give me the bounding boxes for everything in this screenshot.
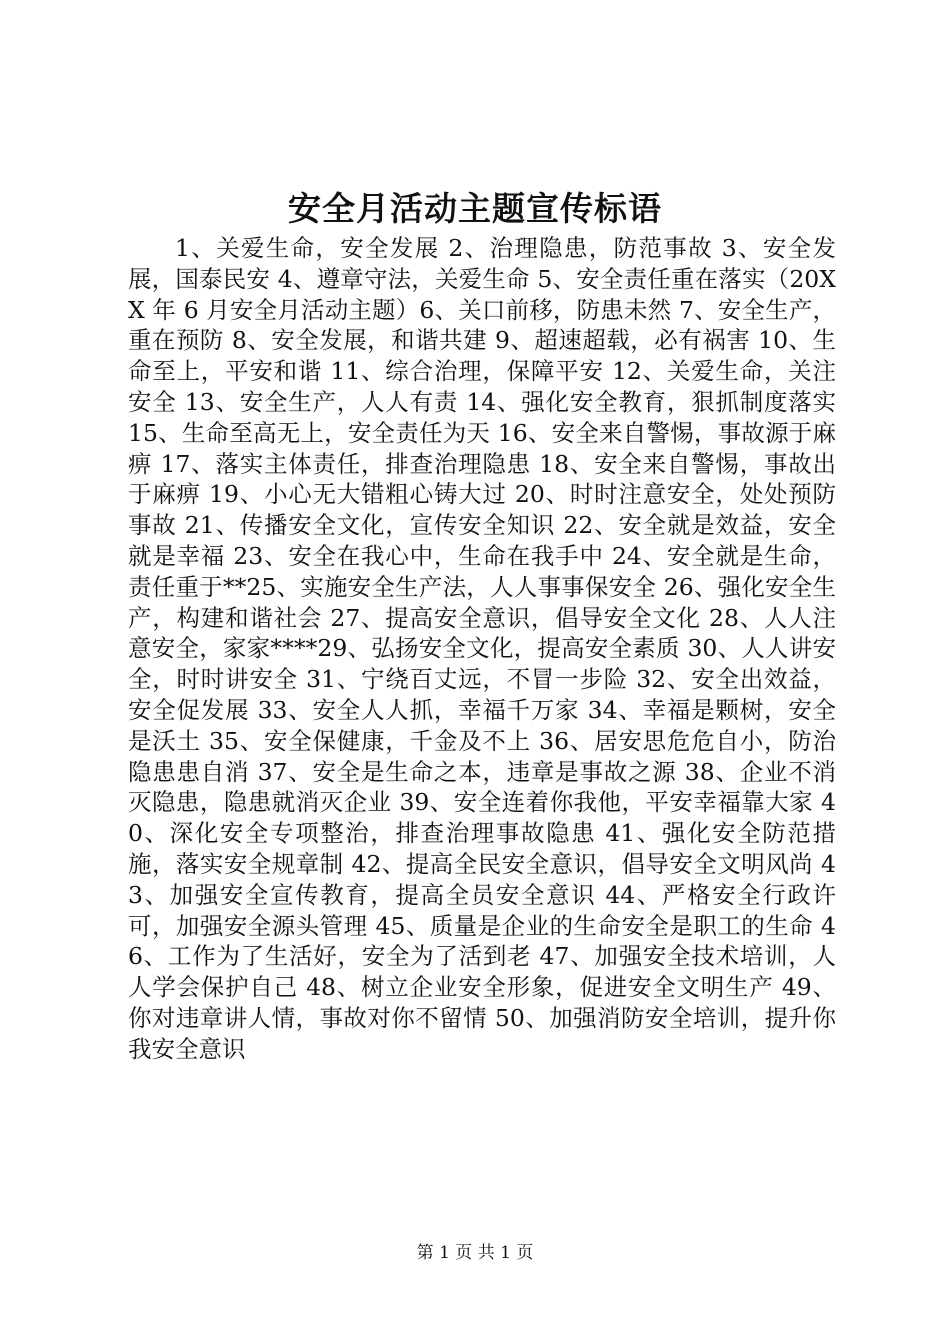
page-number-footer: 第 1 页 共 1 页 [416,1243,534,1263]
body-paragraph: 1、关爱生命，安全发展 2、治理隐患，防范事故 3、安全发展，国泰民安 4、遵章守法，关爱生命 5、安全责任重在落实（20XX 年 6 月安全月活动主题）6、关口前移，防患未然 7、安全生产，重在预防 8、安全发展，和谐共建 9、超速超载，必有祸害 10、生命至上，平安和谐 11、综合治理，保障平安 12、关爱生命，关注安全 13、安全生产，人人有责 14、强化安全教育，狠抓制度落实 15、生命至高无上，安全责任为天 16、安全来自警惕，事故源于麻痹 17、落实主体责任，排查治理隐患 18、安全来自警惕，事故出于麻痹 19、小心无大错粗心铸大过 20、时时注意安全，处处预防事故 21、传播安全文化，宣传安全知识 22、安全就是效益，安全就是幸福 23、安全在我心中，生命在我手中 24、安全就是生命，责任重于**25、实施安全生产法，人人事事保安全 26、强化安全生产，构建和谐社会 27、提高安全意识，倡导安全文化 28、人人注意安全，家家****29、弘扬安全文化，提高安全素质 30、人人讲安全，时时讲安全 31、宁绕百丈远，不冒一步险 32、安全出效益，安全促发展 33、安全人人抓，幸福千万家 34、幸福是颗树，安全是沃土 35、安全保健康，千金及不上 36、居安思危危自小，防治隐患患自消 37、安全是生命之本，违章是事故之源 38、企业不消灭隐患，隐患就消灭企业 39、安全连着你我他，平安幸福靠大家 40、深化安全专项整治，排查治理事故隐患 41、强化安全防范措施，落实安全规章制 42、提高全民安全意识，倡导安全文明风尚 43、加强安全宣传教育，提高全员安全意识 44、严格安全行政许可，加强安全源头管理 45、质量是企业的生命安全是职工的生命 46、工作为了生活好，安全为了活到老 47、加强安全技术培训，人人学会保护自己 48、树立企业安全形象，促进安全文明生产 49、你对违章讲人情，事故对你不留情 50、加强消防安全培训，提升你我安全意识 [128,234,836,1063]
page-title: 安全月活动主题宣传标语 [288,189,662,228]
